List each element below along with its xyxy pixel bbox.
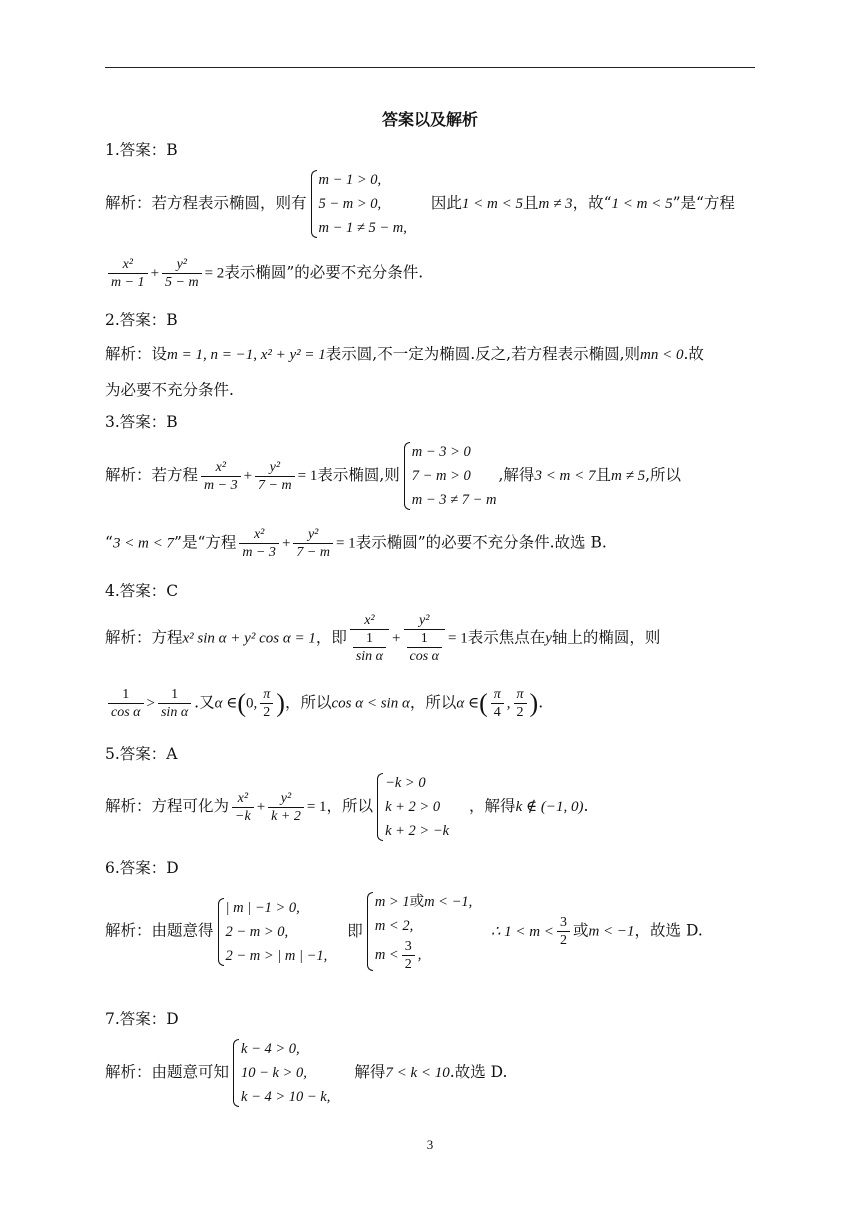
answer-1: 1.答案：B [105,141,178,159]
q5-line1: 解析：方程可化为 $\frac{\text{x²}}{-k}$ + $\frac{\text{y²}}{k + 2}$ = 1，所以 −k > 0 k + 2 > 0 k + 2 > −k ，解得k ∉ (−1, 0). [105,771,588,843]
q6-system-1: | m | −1 > 0, 2 − m > 0, 2 − m > | m | −1, [216,896,328,968]
q1-line1: 解析：若方程表示椭圆，则有 m − 1 > 0, 5 − m > 0, m − 1 ≠ 5 − m, 因此1 < m < 5且m ≠ 3，故“1 < m < 5”是“方程 [105,168,735,240]
q1-line2: $\frac{\text{x²}}{m - 1}$ + $\frac{\text{y²}}{5 - m}$ = 2表示椭圆”的必要不充分条件. [105,256,423,291]
answer-5: 5.答案：A [105,745,178,763]
q3-system: m − 3 > 0 7 − m > 0 m − 3 ≠ 7 − m [402,440,497,512]
answer-7: 7.答案：D [105,1010,179,1028]
answer-3: 3.答案：B [105,413,178,431]
q4-line2: $\frac{1}{\text{cos α}}$ > $\frac{1}{\text{sin α}}$ .又α ∈(0, $\frac{\pi}{2}$ )，所以cos α < sin α，所以α ∈( $\frac{\pi}{4}$ , $\frac{\pi}{2}$ ). [105,686,543,721]
q7-system: k − 4 > 0, 10 − k > 0, k − 4 > 10 − k, [231,1037,330,1109]
q5-system: −k > 0 k + 2 > 0 k + 2 > −k [375,771,449,843]
q7-line1: 解析：由题意可知 k − 4 > 0, 10 − k > 0, k − 4 > 10 − k, 解得7 < k < 10.故选 D. [105,1037,507,1109]
q3-line2: “3 < m < 7”是“方程 $\frac{\text{x²}}{m - 3}$ + $\frac{\text{y²}}{7 - m}$ = 1表示椭圆”的必要不充分条件.故选 B. [105,527,607,560]
q3-line1: 解析：若方程 $\frac{\text{x²}}{m - 3}$ + $\frac{\text{y²}}{7 - m}$ = 1表示椭圆,则 m − 3 > 0 7 − m > 0 m − 3 ≠ 7 − m ,解得3 < m < 7且m ≠ 5,所以 [105,440,681,512]
q2-line2: 为必要不充分条件. [105,381,234,399]
q2-line1: 解析：设m = 1, n = −1, x² + y² = 1表示圆,不一定为椭圆.反之,若方程表示椭圆,则mn < 0.故 [105,345,704,363]
page-number: 3 [426,1137,434,1152]
page-title: 答案以及解析 [381,110,478,129]
answer-2: 2.答案：B [105,311,178,329]
header-rule [105,67,755,68]
q1-system: m − 1 > 0, 5 − m > 0, m − 1 ≠ 5 − m, [309,168,407,240]
q4-line1: 解析：方程x² sin α + y² cos α = 1，即 $\frac{\text{x²}}{\frac{1}{\text{sin α}}}$ + $\frac{\text{y²}}{\frac{1}{\text{cos α}}}$ = 1表示焦点在y轴上的椭圆，则 [105,613,661,664]
q6-system-2: m > 1或m < −1, m < 2, m < $\frac{3}{2}$ , [365,890,475,973]
answer-6: 6.答案：D [105,859,179,877]
answer-4: 4.答案：C [105,582,179,600]
q6-line1: 解析：由题意得 | m | −1 > 0, 2 − m > 0, 2 − m > | m | −1, 即 m > 1或m < −1, m < 2, m < $\frac{3}{2}$ , ∴ 1 < m < $\frac{3}{2}$ 或m < −1，故选 D. [105,890,703,973]
